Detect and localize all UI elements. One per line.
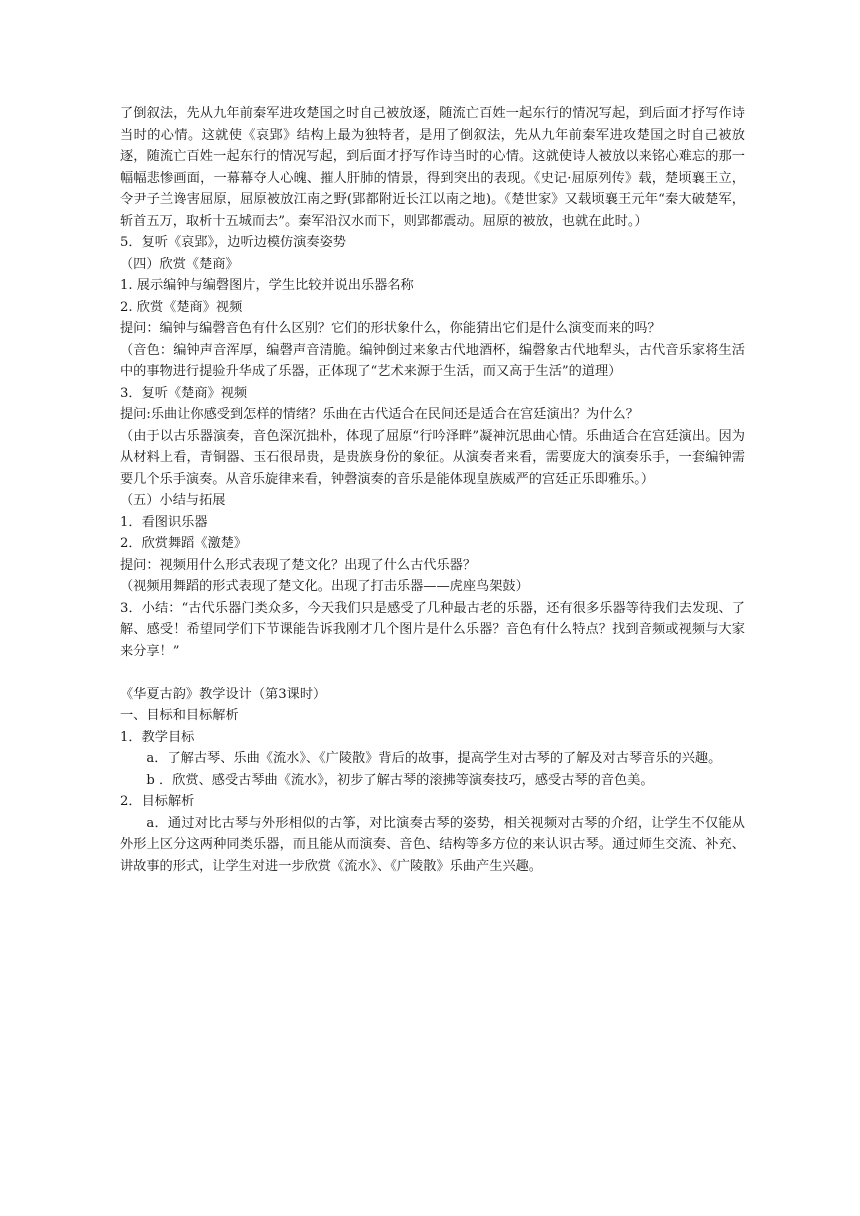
step-identify-instruments: 1．看图识乐器 xyxy=(120,514,208,530)
section-heading-goals: 一、目标和目标解析 xyxy=(120,708,239,723)
subheading-teaching-goals: 1．教学目标 xyxy=(120,729,195,745)
section-heading-summary: （五）小结与拓展 xyxy=(120,493,226,508)
step-watch-dance: 2．欣赏舞蹈《激楚》 xyxy=(120,536,248,551)
answer-timbre: （音色：编钟声音浑厚，编磬声音清脆。编钟倒过来象古代地酒杯，编磬象古代地犁头，古代音乐家将生活中的事物进行提验升华成了乐器，正体现了“艺术来源于生活，而又高于生活”的道理） xyxy=(120,342,745,379)
lesson-title: 《华夏古韵》教学设计（第3课时） xyxy=(120,686,327,702)
subheading-goal-analysis: 2．目标解析 xyxy=(120,794,195,809)
step-show-pictures: 1. 展示编钟与编磬图片，学生比较并说出乐器名称 xyxy=(120,278,414,293)
analysis-a: a．通过对比古琴与外形相似的古筝，对比演奏古琴的姿势，相关视频对古琴的介绍，让学生不仅能从外形上区分这两种同类乐器，而且能从而演奏、音色、结构等多方位的来认识古琴。通过师生交流、补充、讲故事的形式，让学生对进一步欣赏《流水》、《广陵散》乐曲产生兴趣。 xyxy=(120,815,745,874)
answer-emotion: （由于以古乐器演奏，音色深沉拙朴，体现了屈原“行吟泽畔”凝神沉思曲心情。乐曲适合在宫廷演出。因为从材料上看，青铜器、玉石很昂贵，是贵族身份的象征。从演奏者来看，需要庞大的演奏乐手，一套编钟需要几个乐手演奏。从音乐旋律来看，钟磬演奏的音乐是能体现皇族威严的宫廷正乐即雅乐。） xyxy=(120,428,745,487)
goal-b: b ．欣赏、感受古琴曲《流水》，初步了解古琴的滚拂等演奏技巧，感受古琴的音色美。 xyxy=(146,772,654,788)
section-heading-chushang: （四）欣赏《楚商》 xyxy=(120,256,239,272)
paragraph-aiying-analysis: 了倒叙法，先从九年前秦军进攻楚国之时自己被放逐，随流亡百姓一起东行的情况写起，到后面才抒写作诗当时的心情。这就使《哀郢》结构上最为独特者，是用了倒叙法，先从九年前秦军进攻楚国之时自己被放逐，随流亡百姓一起东行的情况写起，到后面才抒写作诗当时的心情。这就使诗人被放以来铭心难忘的那一幅幅悲惨画面，一幕幕夺人心魄、摧人肝肺的情景，得到突出的表现。《史记·屈原列传》载，楚顷襄王立，令尹子兰谗害屈原，屈原被放江南之野(郢都附近长江以南之地)。《楚世家》又载顷襄王元年“秦大破楚军，斩首五万，取析十五城而去”。秦军沿汉水而下，则郢都震动。屈原的被放，也就在此时。） xyxy=(120,106,745,229)
step-relisten-aiying: 5．复听《哀郢》，边听边模仿演奏姿势 xyxy=(120,235,346,250)
document-page xyxy=(120,103,745,877)
question-dance: 提问：视频用什么形式表现了楚文化？出现了什么古代乐器？ xyxy=(120,557,477,573)
step-summary: 3．小结：“古代乐器门类众多，今天我们只是感受了几种最古老的乐器，还有很多乐器等待我们去发现、了解、感受！希望同学们下节课能告诉我刚才几个图片是什么乐器？音色有什么特点？找到音频或视频与大家来分享！” xyxy=(120,600,745,659)
step-rewatch-chushang: 3．复听《楚商》视频 xyxy=(120,385,248,401)
question-emotion: 提问:乐曲让你感受到怎样的情绪？乐曲在古代适合在民间还是适合在宫廷演出？为什么？ xyxy=(120,407,639,422)
goal-a: a．了解古琴、乐曲《流水》、《广陵散》背后的故事，提高学生对古琴的了解及对古琴音乐的兴趣。 xyxy=(146,751,722,766)
answer-dance: （视频用舞蹈的形式表现了楚文化。出现了打击乐器——虎座鸟架鼓） xyxy=(120,579,529,594)
step-watch-chushang: 2. 欣赏《楚商》视频 xyxy=(120,299,243,315)
question-timbre: 提问：编钟与编磬音色有什么区别？它们的形状象什么，你能猜出它们是什么演变而来的吗？ xyxy=(120,321,661,336)
blank-line xyxy=(120,662,745,684)
